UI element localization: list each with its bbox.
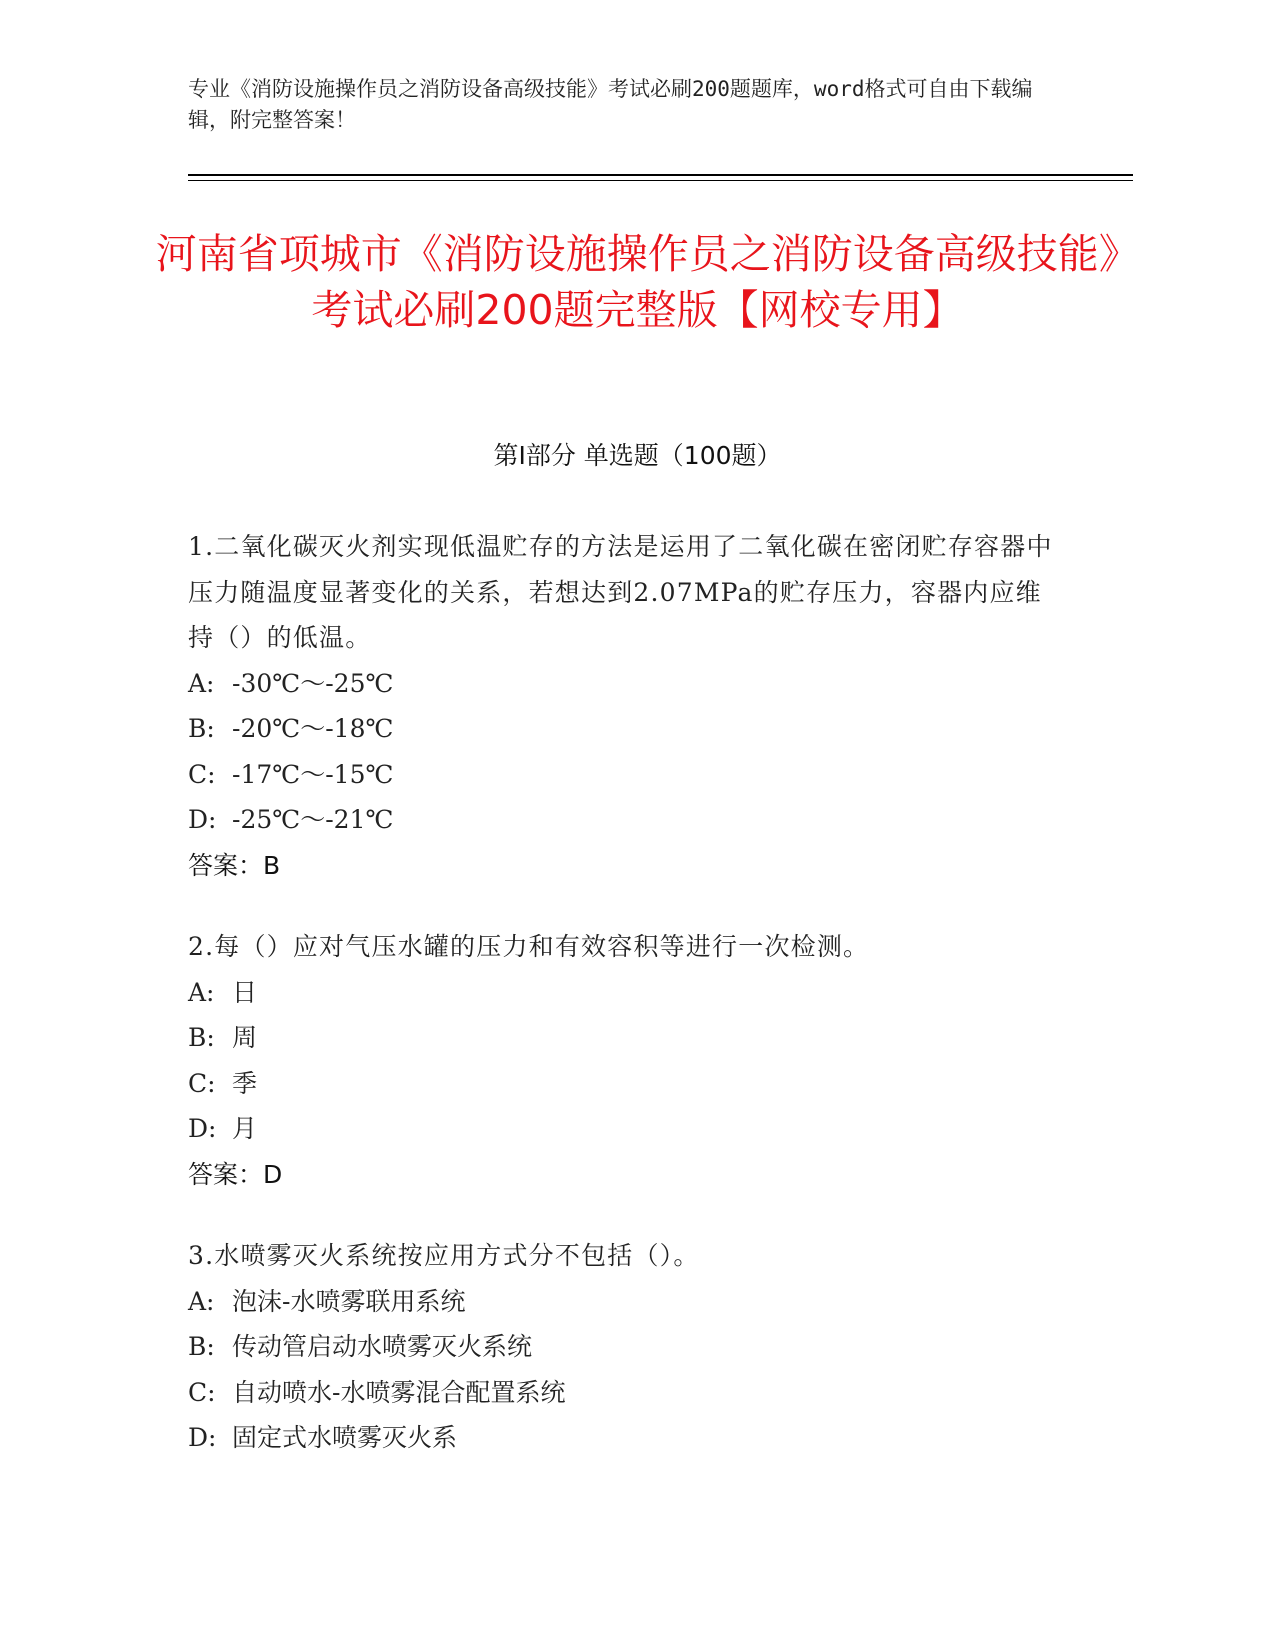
option-text: 日 [232, 977, 258, 1007]
question-stem: 3.水喷雾灭火系统按应用方式分不包括（）。 [188, 1241, 700, 1270]
option-b [188, 706, 1068, 752]
option-letter: D: [188, 1114, 217, 1143]
question-stem: 2.每（）应对气压水罐的压力和有效容积等进行一次检测。 [188, 932, 870, 961]
option-c [188, 1370, 1068, 1416]
header-divider-thick [188, 174, 1133, 176]
option-letter: D: [188, 805, 217, 834]
option-letter: D: [188, 1423, 217, 1452]
answer-line: 答案：B [188, 850, 281, 880]
option-text: -25℃～-21℃ [232, 805, 394, 834]
option-a [188, 970, 1068, 1016]
question-3 [188, 1233, 1068, 1461]
question-stem: 1.二氧化碳灭火剂实现低温贮存的方法是运用了二氧化碳在密闭贮存容器中压力随温度显著变化的关系，若想达到2.07MPa的贮存压力，容器内应维持（）的低温。 [188, 532, 1053, 652]
option-letter: A: [188, 1286, 215, 1316]
option-letter: B: [188, 1023, 215, 1052]
answer-line: 答案：D [188, 1159, 283, 1189]
option-text: 固定式水喷雾灭火系 [232, 1423, 458, 1452]
option-letter: B: [188, 714, 215, 743]
option-text: -17℃～-15℃ [232, 759, 394, 789]
option-letter: A: [188, 977, 215, 1007]
question-1 [188, 524, 1068, 888]
header-divider-thin [188, 180, 1133, 181]
option-d [188, 1415, 1068, 1461]
option-text: -30℃～-25℃ [232, 668, 394, 698]
option-c [188, 752, 1068, 798]
option-d [188, 797, 1068, 843]
option-letter: B: [188, 1332, 215, 1361]
option-text: 自动喷水-水喷雾混合配置系统 [232, 1377, 566, 1407]
option-text: 季 [232, 1068, 258, 1098]
option-text: 周 [232, 1023, 258, 1052]
question-2 [188, 924, 1068, 1197]
option-b [188, 1015, 1068, 1061]
option-d [188, 1106, 1068, 1152]
question-list [188, 524, 1068, 1497]
option-text: 泡沫-水喷雾联用系统 [232, 1286, 466, 1316]
option-b [188, 1324, 1068, 1370]
option-a [188, 661, 1068, 707]
document-title: 河南省项城市《消防设施操作员之消防设备高级技能》考试必刷200题完整版【网校专用】 [155, 230, 1120, 334]
option-letter: C: [188, 1068, 216, 1098]
option-text: 传动管启动水喷雾灭火系统 [232, 1332, 533, 1361]
option-letter: A: [188, 668, 215, 698]
option-a [188, 1279, 1068, 1325]
section-title: 第Ⅰ部分 单选题（100题） [493, 441, 782, 470]
option-text: 月 [232, 1114, 258, 1143]
option-c [188, 1061, 1068, 1107]
header-note: 专业《消防设施操作员之消防设备高级技能》考试必刷200题题库，word格式可自由下载编辑，附完整答案！ [188, 77, 1033, 132]
option-text: -20℃～-18℃ [232, 714, 394, 743]
option-letter: C: [188, 759, 216, 789]
option-letter: C: [188, 1377, 216, 1407]
